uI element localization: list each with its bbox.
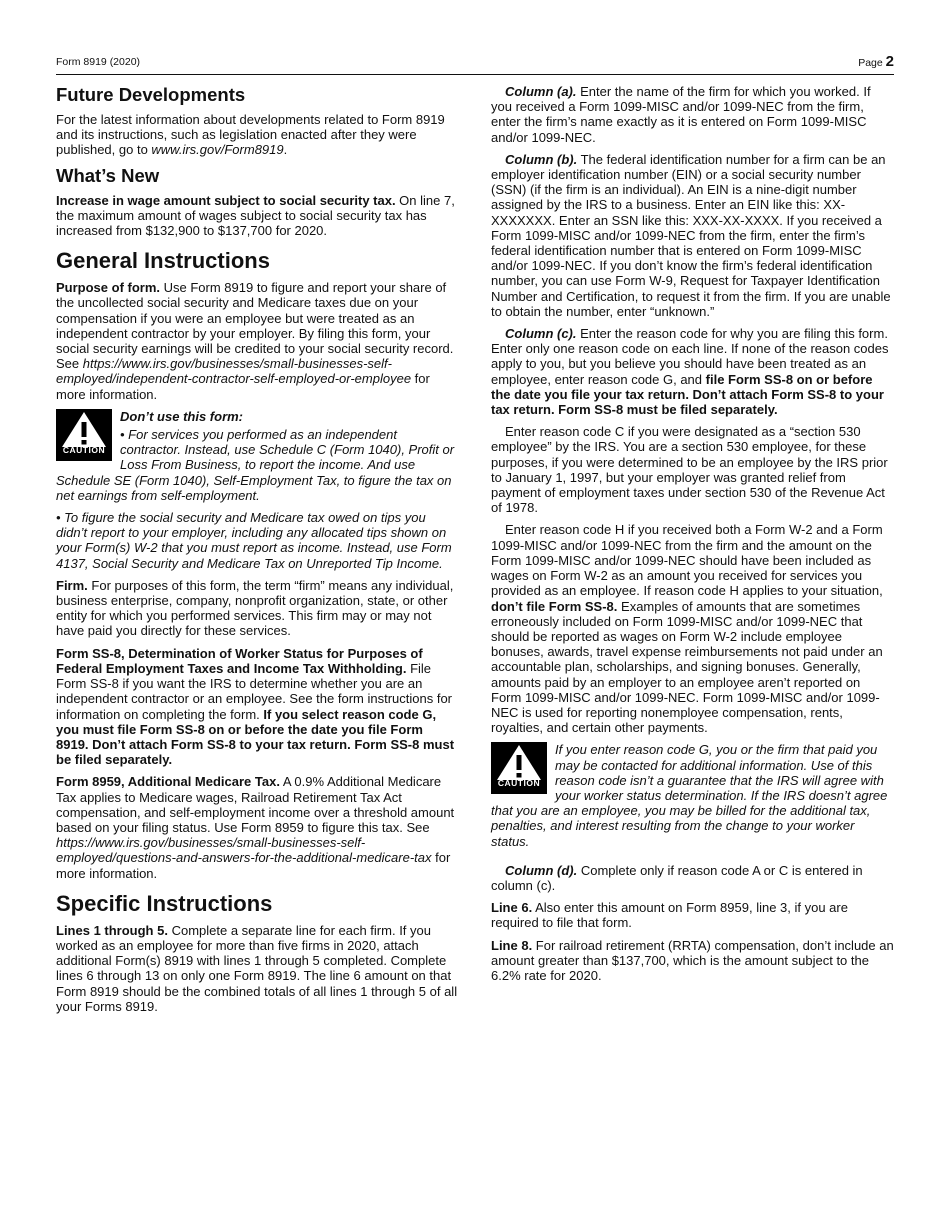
ss8-paragraph [56,646,458,768]
form-label: Form 8919 (2020) [56,56,141,68]
firm-lead: Firm. [56,577,88,593]
caution-label: CAUTION [62,444,106,455]
page-number: 2 [885,53,894,70]
future-text-1: For the latest information about developments related to Form 8919 and its instructions, such as legislation enacted after they were published, go to [56,112,445,158]
column-d-lead: Column (d). [505,862,578,878]
caution-label: CAUTION [497,778,541,789]
caution-text-right: If you enter reason code G, you or the firm that paid you may be contacted for additional information. Use of this reason code isn’t a guarantee that the IRS will agree with your worker status determination. If the IRS doesn’t agree that you are an employee, you may be billed for the additional tax, penalties, and interest resulting from the change to your worker status. [491,742,888,849]
column-d-paragraph [491,863,894,893]
left-column [56,84,458,1021]
whats-new-text [56,193,458,239]
reason-code-h-paragraph [491,522,894,735]
ss8-bold-tail: If you select reason code G, you must file Form SS-8 on or before the date you file Form 8919. Don’t attach Form SS-8 to your tax return. Form SS-8 must be filed separately. [56,706,455,768]
specific-instructions-heading: Specific Instructions [56,890,273,916]
future-developments-heading: Future Developments [56,84,246,105]
line-6-text: Also enter this amount on Form 8959, line 3, if you are required to file that form. [491,900,848,931]
f8959-paragraph [56,774,458,880]
column-a-paragraph [491,84,894,145]
line-8-lead: Line 8. [491,937,533,953]
column-b-text: The federal identification number for a firm can be an employer identification number (EIN) or a social security number (SSN) (if the firm is an individual). An EIN is a nine-digit number assigned by the IRS to a business. Enter an EIN like this: XX-XXXXXXX. Enter an SSN like this: XXX-XX-XXXX. If you received a Form 1099-MISC and/or 1099-NEC from the firm, enter the firm’s federal identification number that is entered on Form 1099-MISC and/or 1099-NEC. If you don’t know the firm’s federal identification number, you can use Form W-9, Request for Taxpayer Identification Number and Certification, to request it from the firm. If you are unable to obtain the number, enter “unknown.” [491,151,891,319]
column-c-paragraph [491,326,894,417]
purpose-paragraph [56,280,458,402]
f8959-text-1: A 0.9% Additional Medicare Tax applies to Medicare wages, Railroad Retirement Tax Act compensation, and self-employment income over a threshold amount based on your filing status. Use Form 8959 to figure this tax. See [56,774,455,835]
purpose-text-1: Use Form 8919 to figure and report your share of the uncollected social security and Medicare taxes due on your compensation if you were an employee but were treated as an independent contractor by your employer. By filing this form, your social security earnings will be credited to your social security record. See [56,280,454,372]
page-header [56,54,894,75]
firm-paragraph [56,578,458,639]
column-a-lead: Column (a). [505,84,577,99]
column-b-lead: Column (b). [505,151,578,167]
caution-heading: Don’t use this form: [120,408,244,424]
whats-new-lead: Increase in wage amount subject to social security tax. [56,192,396,208]
ss8-text: File Form SS-8 if you want the IRS to determine whether you are an independent contractor or an employee. See the form instructions for information on completing the form. [56,660,452,722]
purpose-lead: Purpose of form. [56,280,161,296]
caution-bullet-1: • For services you performed as an independent contractor. Instead, use Schedule C (Form 1040), Profit or Loss From Business, to report the income. And use Schedule SE (Form 1040), Self-Employment Tax, to figure the tax on net earnings from self-employment. [56,427,455,503]
f8959-text-2: for more information. [56,850,451,881]
purpose-text-2: for more information. [56,371,430,402]
column-b-paragraph [491,152,894,319]
f8959-lead: Form 8959, Additional Medicare Tax. [56,774,280,790]
line-6-lead: Line 6. [491,900,533,916]
caution-icon [56,409,112,461]
caution-bullet-2: • To figure the social security and Medicare tax owed on tips you didn’t report to your employer, including any allocated tips shown on your Form(s) W-2 that you must report as income. Instead, use Form 4137, Social Security and Medicare Tax on Unreported Tip Income. [56,510,452,571]
line-8-paragraph [491,938,894,984]
column-d-text: Complete only if reason code A or C is entered in column (c). [491,862,863,893]
caution-block-right [491,742,894,855]
code-h-text-1: Enter reason code H if you received both a Form W-2 and a Form 1099-MISC and/or 1099-NEC from the firm and the amount on the Form 1099-MISC and/or 1099-NEC should have been included as wages on Form W-2 as an amount you received for services you provided as an employee. If reason code H applies to your situation, [491,522,883,599]
ss8-lead: Form SS-8, Determination of Worker Status for Purposes of Federal Employment Taxes and Income Tax Withholding. [56,645,423,676]
page-label: Page [858,57,883,69]
column-a-text: Enter the name of the firm for which you worked. If you received a Form 1099-MISC and/or 1099-NEC from the firm, enter the firm’s name exactly as it is entered on Form 1099-MISC and/or 1099-NEC. [491,84,871,145]
caution-block-left [56,409,458,571]
form8919-link[interactable]: www.irs.gov/Form8919 [151,142,284,158]
future-developments-text [56,112,458,158]
whats-new-heading: What’s New [56,164,160,186]
contractor-link[interactable]: https://www.irs.gov/businesses/small-businesses-self-employed/independent-contractor-self-employed-or-employee [56,356,412,387]
medicare-tax-link[interactable]: https://www.irs.gov/businesses/small-businesses-self-employed/questions-and-answers-for-the-additional-medicare-tax [56,835,432,866]
whats-new-body: On line 7, the maximum amount of wages subject to social security tax has increased from $132,900 to $137,700 for 2020. [56,192,455,239]
future-text-2: . [283,142,288,158]
column-c-text: Enter the reason code for why you are filing this form. Enter only one reason code on each line. If none of the reason codes apply to you, but you believe you should have been treated as an employee, enter reason code G, and [491,326,889,387]
caution-icon [491,742,547,794]
column-c-bold-tail: file Form SS-8 on or before the date you file your tax return. Don’t attach Form SS-8 to your tax return. Form SS-8 must be filed separately. [491,371,884,418]
line-6-paragraph [491,900,894,930]
code-h-bold: don’t file Form SS-8. [491,598,618,614]
reason-code-c-paragraph: Enter reason code C if you were designated as a “section 530 employee” by the IRS. You are a section 530 employee, for these purposes, if you were determined to be an employee by the IRS prior to January 1, 1997, but your employer was granted relief from payment of employment taxes under section 530 of the Revenue Act of 1978. [491,424,888,516]
lines-1-5-text: Complete a separate line for each firm. If you worked as an employee for more than five firms in 2020, attach additional Form(s) 8919 with lines 1 through 5 completed. Complete lines 6 through 13 on only one Form 8919. The line 6 amount on that Form 8919 should be the combined totals of all lines 1 through 5 of all your Forms 8919. [56,922,458,1014]
code-h-text-2: Examples of amounts that are sometimes erroneously included on Form 1099-MISC and/or 1099-NEC that should be reported as wages on Form W-2 include employee bonuses, awards, travel expense reimbursements not paid under an accountable plan, scholarships, and signing bonuses. Generally, amounts paid by an employer to an employee aren’t reported on Form 1099-MISC and/or 1099-NEC. Form 1099-MISC and/or 1099-NEC is used for reporting nonemployee compensation, rents, royalties, and certain other payments. [491,598,883,736]
column-c-lead: Column (c). [505,326,577,342]
caution-text-left [56,409,458,503]
general-instructions-heading: General Instructions [56,248,270,274]
lines-1-5-paragraph [56,923,458,1014]
lines-1-5-lead: Lines 1 through 5. [56,922,168,938]
line-8-text: For railroad retirement (RRTA) compensation, don’t include an amount greater than $137,700, which is the amount subject to the 6.2% rate for 2020. [491,937,894,983]
right-column [491,84,894,990]
page-indicator [858,53,894,70]
firm-text: For purposes of this form, the term “firm” means any individual, business enterprise, company, nonprofit organization, state, or other entity for which you performed services. This firm may or may not have paid you directly for these services. [56,577,454,639]
